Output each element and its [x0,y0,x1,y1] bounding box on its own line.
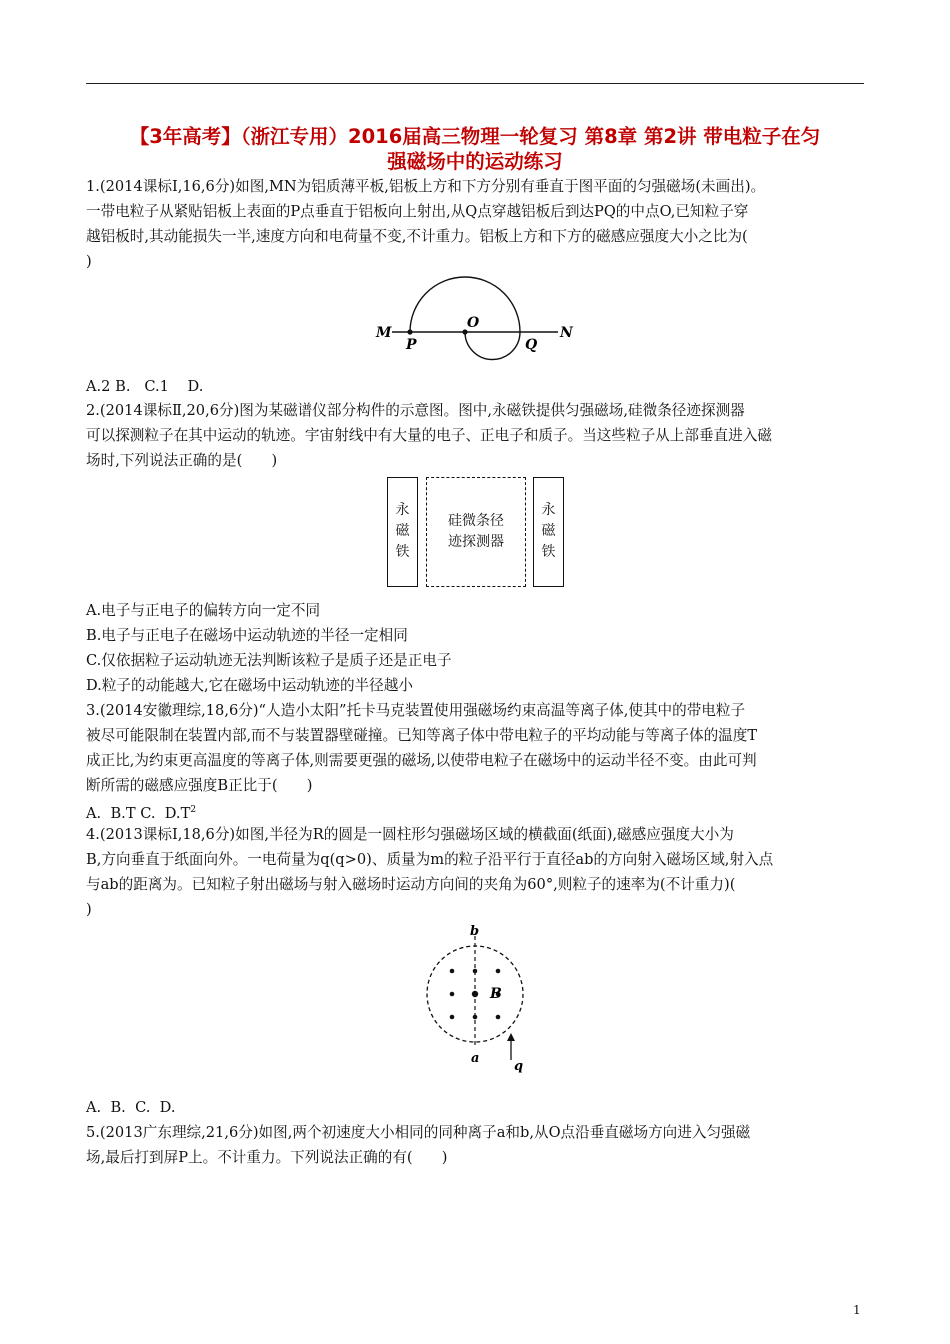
label-n: N [560,325,573,341]
field-dot [473,969,478,974]
q4-line-1: 4.(2013课标Ⅰ,18,6分)如图,半径为R的圆是一圆柱形匀强磁场区域的横截面(纸面),磁感应强度大小为 [86,826,734,843]
magnet-left [387,477,418,587]
q3-line-3: 成正比,为约束更高温度的等离子体,则需要更强的磁场,以使带电粒子在磁场中的运动半径不变。由此可判 [86,752,757,769]
q4-choices: A. B. C. D. [86,1099,176,1116]
header-rule [86,83,864,84]
q2-line-2: 可以探测粒子在其中运动的轨迹。宇宙射线中有大量的电子、正电子和质子。当这些粒子从上部垂直进入磁 [86,427,772,444]
center-dot [472,991,478,997]
magnet-right-char-2: 磁 [541,523,556,539]
q2-line-3: 场时,下列说法正确的是( ) [86,452,278,469]
magnet-right-char-3: 铁 [541,544,556,560]
q3-line-1: 3.(2014安徽理综,18,6分)“人造小太阳”托卡马克装置使用强磁场约束高温等离子体,使其中的带电粒子 [86,702,746,719]
magnet-left-char-3: 铁 [395,544,410,560]
page-number: 1 [853,1303,861,1317]
q4-line-3: 与ab的距离为。已知粒子射出磁场与射入磁场时运动方向间的夹角为60°,则粒子的速率为(不计重力)( [86,876,736,893]
question-4 [86,822,864,922]
title-line-1: 【3年高考】（浙江专用）2016届高三物理一轮复习 第8章 第2讲 带电粒子在匀 [129,125,821,148]
label-m: M [376,325,392,341]
q1-line-1: 1.(2014课标Ⅰ,16,6分)如图,MN为铝质薄平板,铝板上方和下方分别有垂直于图平面的匀强磁场(未画出)。 [86,178,766,195]
magnet-left-char-2: 磁 [395,523,410,539]
detector-label-2: 迹探测器 [448,534,504,550]
field-dot [450,969,455,974]
detector-label-1: 硅微条径 [448,513,504,529]
label-o: O [467,315,480,331]
label-q: Q [525,337,538,353]
label-b-point: b [470,924,480,939]
q2-line-1: 2.(2014课标Ⅱ,20,6分)图为某磁谱仪部分构件的示意图。图中,永磁铁提供匀强磁场,硅微条径迹探测器 [86,402,745,419]
q1-choices: A.2 B. C.1 D. [86,378,204,395]
q2-option-c: C.仅依据粒子运动轨迹无法判断该粒子是质子还是正电子 [86,652,452,669]
label-field-b: B [490,986,502,1002]
question-2 [86,398,864,473]
label-a-point: a [471,1051,480,1066]
q3-choices-superscript: 2 [190,805,197,815]
q4-figure [410,920,540,1075]
q3-line-4: 断所需的磁感应强度B正比于( ) [86,777,313,794]
point-p-dot [407,329,412,334]
q1-line-4: ) [86,253,92,270]
q3-choices-text: A. B.T C. D.T [86,804,191,822]
title-line-2: 强磁场中的运动练习 [387,150,563,173]
velocity-arrow-icon [507,1033,515,1041]
question-3 [86,698,864,798]
label-p: P [406,337,417,353]
q2-option-b: B.电子与正电子在磁场中运动轨迹的半径一定相同 [86,627,408,644]
silicon-strip-detector [426,477,526,587]
field-dot [473,1015,478,1020]
q2-option-a: A.电子与正电子的偏转方向一定不同 [86,602,321,619]
field-dot [496,1015,501,1020]
field-dot [450,1015,455,1020]
q1-line-2: 一带电粒子从紧贴铝板上表面的P点垂直于铝板向上射出,从Q点穿越铝板后到达PQ的中点O,已知粒子穿 [86,203,749,220]
magnet-left-char-1: 永 [395,502,410,518]
q2-option-d: D.粒子的动能越大,它在磁场中运动轨迹的半径越小 [86,677,413,694]
q5-line-1: 5.(2013广东理综,21,6分)如图,两个初速度大小相同的同种离子a和b,从O点沿垂直磁场方向进入匀强磁 [86,1124,751,1141]
q4-line-4: ) [86,901,92,918]
label-q-charge: q [514,1059,524,1074]
field-dot [496,969,501,974]
magnet-right [533,477,564,587]
question-5 [86,1120,864,1170]
q4-line-2: B,方向垂直于纸面向外。一电荷量为q(q>0)、质量为m的粒子沿平行于直径ab的方向射入磁场区域,射入点 [86,851,774,868]
field-dot [450,992,455,997]
q1-line-3: 越铝板时,其动能损失一半,速度方向和电荷量不变,不计重力。铝板上方和下方的磁感应强度大小之比为( [86,228,748,245]
q3-line-2: 被尽可能限制在装置内部,而不与装置器壁碰撞。已知等离子体中带电粒子的平均动能与等离子体的温度T [86,727,758,744]
q5-line-2: 场,最后打到屏P上。不计重力。下列说法正确的有( ) [86,1149,448,1166]
document-title [86,124,864,174]
q1-figure [370,272,580,364]
magnet-right-char-1: 永 [541,502,556,518]
question-1 [86,174,864,274]
